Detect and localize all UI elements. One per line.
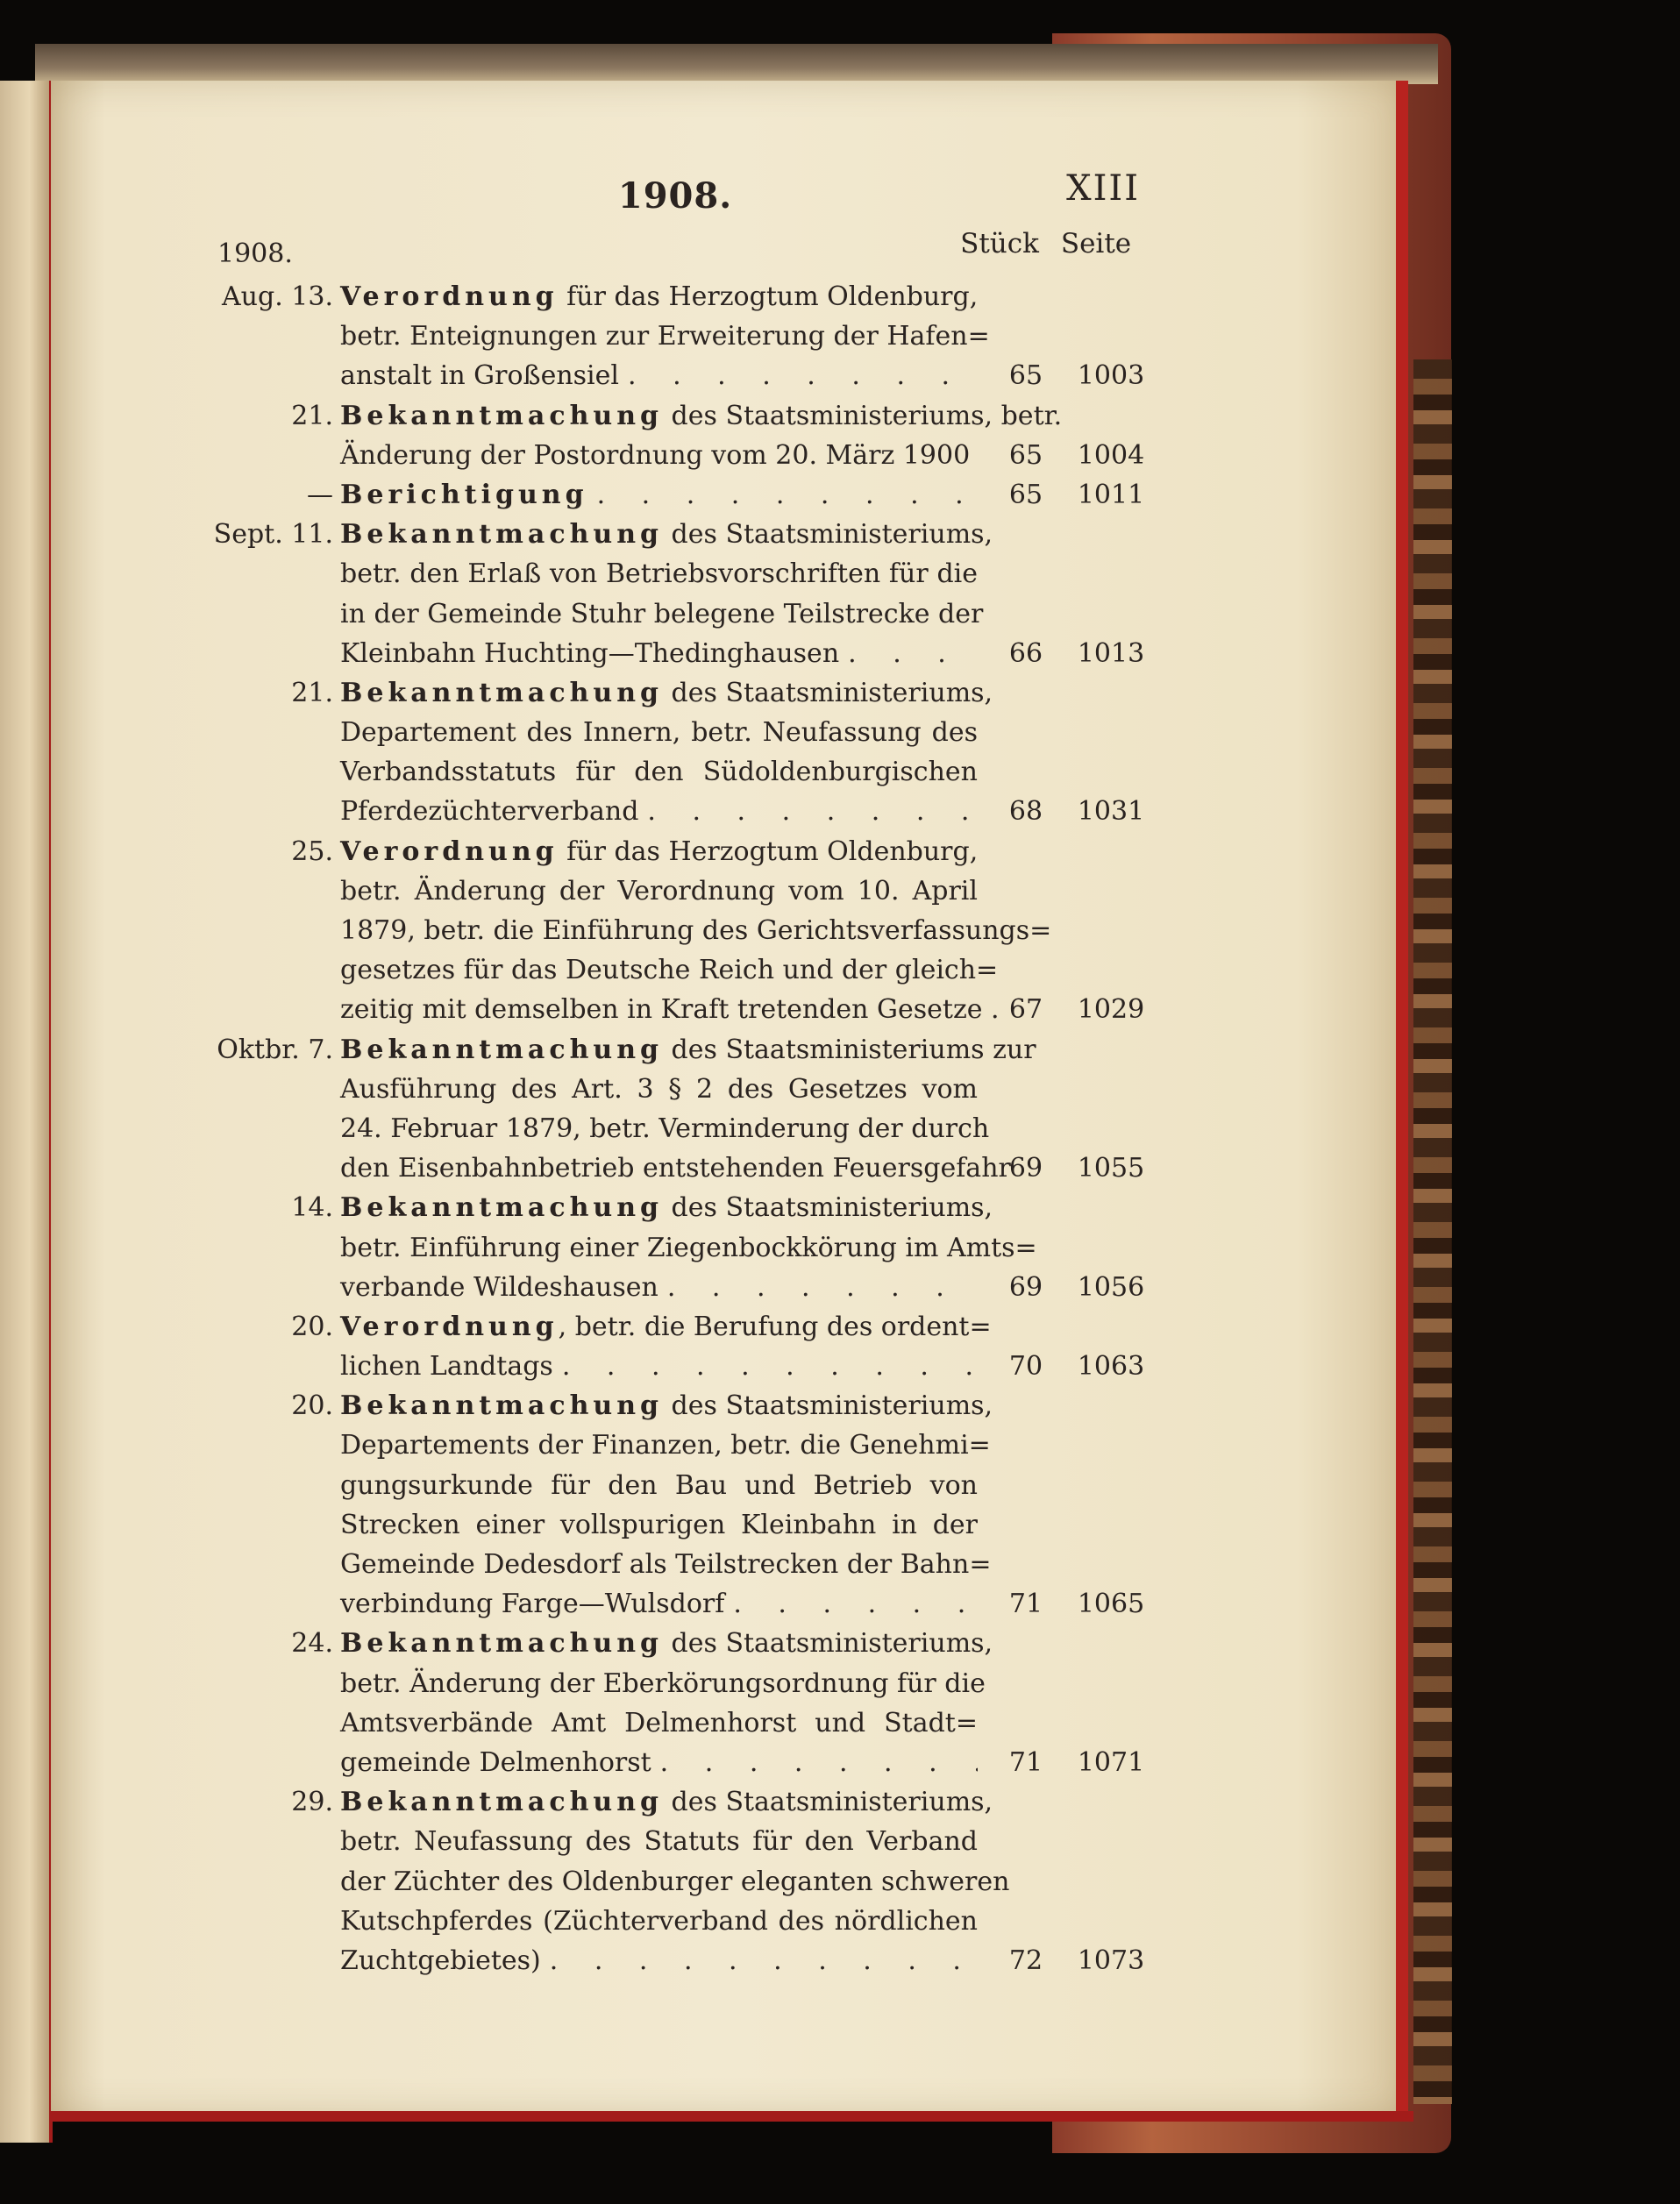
entry-date: Aug. 13. <box>222 281 333 312</box>
entry-text <box>340 1386 993 1425</box>
toc-line <box>0 277 1680 316</box>
toc-line <box>0 832 1680 871</box>
entry-text-line: Verordnung, betr. die Berufung des ordent= <box>340 1311 992 1342</box>
toc-line <box>0 1624 1680 1663</box>
toc-line <box>0 792 1680 831</box>
entry-date: 24. <box>291 1628 333 1660</box>
entry-text <box>340 515 993 554</box>
entry-text <box>340 713 978 752</box>
toc-line <box>0 1386 1680 1425</box>
entry-text-line: Pferdezüchterverband <box>340 796 639 828</box>
seite-number: 1031 <box>1077 796 1145 828</box>
entry-text <box>340 1188 993 1227</box>
stueck-number: 66 <box>1008 637 1043 669</box>
entry-text-line: verbindung Farge—Wulsdorf <box>340 1589 725 1620</box>
entry-text <box>340 1545 992 1584</box>
leader-dots <box>848 634 978 673</box>
entry-text <box>340 1624 993 1663</box>
entry-text-line: in der Gemeinde Stuhr belegene Teilstrecke der <box>340 598 984 629</box>
toc-line <box>0 1743 1680 1782</box>
entry-text-line: Bekanntmachung des Staatsministeriums, <box>340 1192 993 1224</box>
leader-dots <box>628 356 978 395</box>
entry-text-line: 1879, betr. die Einführung des Gerichtsverfassungs= <box>340 915 1052 946</box>
entry-text-line: verbande Wildeshausen <box>340 1271 658 1303</box>
entry-date: 14. <box>291 1192 333 1224</box>
entry-text <box>340 1148 1011 1188</box>
entry-text-line: lichen Landtags <box>340 1351 553 1383</box>
entry-text <box>340 1743 978 1782</box>
entry-text-line: Zuchtgebietes) <box>340 1944 541 1976</box>
entry-text <box>340 792 978 831</box>
entry-text-line: Bekanntmachung des Staatsministeriums, <box>340 1628 993 1660</box>
toc-line <box>0 713 1680 752</box>
toc-line <box>0 752 1680 792</box>
entry-text-line: 24. Februar 1879, betr. Verminderung der durch <box>340 1113 990 1144</box>
stueck-number: 68 <box>1008 796 1043 828</box>
toc-line <box>0 1902 1680 1941</box>
toc-line <box>0 436 1680 475</box>
entry-text <box>340 1822 978 1861</box>
entry-text <box>340 1584 978 1624</box>
entry-text <box>340 1307 992 1347</box>
entry-date: — <box>307 479 333 510</box>
toc-line <box>0 1466 1680 1505</box>
toc-line <box>0 1703 1680 1743</box>
stueck-number: 72 <box>1008 1944 1043 1976</box>
entry-text-line: betr. Einführung einer Ziegenbockkörung im Amts= <box>340 1232 1037 1263</box>
entry-date: 21. <box>291 400 333 431</box>
leader-dots <box>597 475 978 515</box>
entry-date: 29. <box>291 1787 333 1818</box>
seite-number: 1011 <box>1077 479 1145 510</box>
stueck-number: 65 <box>1008 479 1043 510</box>
toc-line <box>0 1782 1680 1822</box>
top-band <box>35 44 1438 84</box>
seite-number: 1029 <box>1077 994 1145 1026</box>
toc-line <box>0 396 1680 436</box>
entry-text <box>340 832 978 871</box>
entry-text-line: Amtsverbände Amt Delmenhorst und Stadt= <box>340 1707 978 1738</box>
seite-number: 1073 <box>1077 1944 1145 1976</box>
toc-line <box>0 1030 1680 1070</box>
stueck-number: 69 <box>1008 1271 1043 1303</box>
entry-text <box>340 1664 986 1703</box>
entry-text-line: Bekanntmachung des Staatsministeriums, <box>340 677 993 708</box>
entry-text-line: betr. Neufassung des Statuts für den Verband <box>340 1826 978 1858</box>
entry-text <box>340 1782 993 1822</box>
entry-text <box>340 594 984 634</box>
stueck-number: 70 <box>1008 1351 1043 1383</box>
entry-text <box>340 1425 991 1465</box>
entry-text <box>340 1268 978 1307</box>
entry-text <box>340 396 1063 436</box>
toc-line <box>0 1307 1680 1347</box>
entry-text <box>340 1030 1036 1070</box>
seite-number: 1055 <box>1077 1153 1145 1184</box>
running-head-year: 1908. <box>617 175 733 217</box>
entry-text <box>340 1347 978 1386</box>
entry-date: 25. <box>291 835 333 867</box>
entry-text-line: Bekanntmachung des Staatsministeriums zur <box>340 1034 1036 1065</box>
toc-line <box>0 1268 1680 1307</box>
entry-date: 21. <box>291 677 333 708</box>
entry-text-line: Änderung der Postordnung vom 20. März 1900 <box>340 439 971 471</box>
leader-dots <box>562 1347 978 1386</box>
toc-line <box>0 475 1680 515</box>
entry-text <box>340 1703 978 1743</box>
toc-line <box>0 911 1680 950</box>
toc-line <box>0 1347 1680 1386</box>
seite-number: 1056 <box>1077 1271 1145 1303</box>
toc-line <box>0 634 1680 673</box>
column-stueck: Stück <box>960 228 1039 260</box>
entry-text-line: betr. Änderung der Verordnung vom 10. April <box>340 875 978 906</box>
entry-date: 20. <box>291 1311 333 1342</box>
entry-text-line: Departement des Innern, betr. Neufassung des <box>340 717 978 749</box>
entry-text-line: Ausführung des Art. 3 § 2 des Gesetzes vom <box>340 1073 978 1105</box>
column-year: 1908. <box>217 238 293 269</box>
entry-text-line: Verordnung für das Herzogtum Oldenburg, <box>340 281 979 312</box>
entry-text <box>340 1941 978 1980</box>
page-bottom-edge <box>49 2111 1413 2122</box>
entry-text <box>340 475 978 515</box>
entry-text <box>340 356 978 395</box>
entry-text <box>340 1902 978 1941</box>
leader-dots <box>647 792 978 831</box>
toc-line <box>0 1109 1680 1148</box>
entry-text <box>340 1466 978 1505</box>
entry-text <box>340 554 978 594</box>
toc-line <box>0 990 1680 1029</box>
entry-text-line: der Züchter des Oldenburger eleganten schweren <box>340 1866 1010 1897</box>
entry-text-line: gemeinde Delmenhorst <box>340 1746 651 1778</box>
toc-line <box>0 1505 1680 1545</box>
entry-text <box>340 1505 978 1545</box>
toc-line <box>0 1862 1680 1902</box>
toc-line <box>0 1425 1680 1465</box>
entry-text <box>340 752 978 792</box>
seite-number: 1004 <box>1077 439 1145 471</box>
entry-text-line: gesetzes für das Deutsche Reich und der gleich= <box>340 955 999 986</box>
toc-line <box>0 316 1680 356</box>
toc-entries <box>0 277 1680 1980</box>
entry-text-line: Bekanntmachung des Staatsministeriums, <box>340 519 993 551</box>
entry-text <box>340 1228 1037 1268</box>
stueck-number: 65 <box>1008 360 1043 392</box>
entry-text-line: gungsurkunde für den Bau und Betrieb von <box>340 1469 978 1501</box>
entry-text-line: Bekanntmachung des Staatsministeriums, betr. <box>340 400 1063 431</box>
entry-text <box>340 634 978 673</box>
entry-text <box>340 1109 990 1148</box>
entry-text <box>340 950 999 990</box>
entry-text <box>340 871 978 911</box>
entry-text-line: Berichtigung <box>340 479 588 510</box>
toc-line <box>0 554 1680 594</box>
entry-text-line: Strecken einer vollspurigen Kleinbahn in der <box>340 1509 978 1540</box>
entry-text <box>340 911 1052 950</box>
toc-line <box>0 356 1680 395</box>
toc-line <box>0 1822 1680 1861</box>
stueck-number: 69 <box>1008 1153 1043 1184</box>
entry-text-line: Bekanntmachung des Staatsministeriums, <box>340 1787 993 1818</box>
entry-text-line: betr. Änderung der Eberkörungsordnung für die <box>340 1667 986 1699</box>
entry-text <box>340 1862 1010 1902</box>
seite-number: 1065 <box>1077 1589 1145 1620</box>
toc-line <box>0 1228 1680 1268</box>
entry-text-line: zeitig mit demselben in Kraft tretenden Gesetze . <box>340 994 1000 1026</box>
toc-line <box>0 1148 1680 1188</box>
toc-line <box>0 594 1680 634</box>
entry-text-line: betr. den Erlaß von Betriebsvorschriften für die <box>340 558 978 590</box>
entry-text-line: Gemeinde Dedesdorf als Teilstrecken der Bahn= <box>340 1549 992 1580</box>
leader-dots <box>733 1584 978 1624</box>
entry-text-line: Kleinbahn Huchting—Thedinghausen <box>340 637 840 669</box>
stueck-number: 67 <box>1008 994 1043 1026</box>
entry-text-line: Bekanntmachung des Staatsministeriums, <box>340 1390 993 1422</box>
entry-text-line: betr. Enteignungen zur Erweiterung der Hafen= <box>340 321 990 352</box>
page-number: XIII <box>1066 168 1140 209</box>
toc-line <box>0 1188 1680 1227</box>
entry-text <box>340 316 990 356</box>
leader-dots <box>550 1941 978 1980</box>
toc-line <box>0 515 1680 554</box>
entry-text <box>340 277 978 316</box>
entry-text <box>340 1070 978 1109</box>
toc-line <box>0 950 1680 990</box>
entry-text-line: den Eisenbahnbetrieb entstehenden Feuersgefahr <box>340 1153 1011 1184</box>
seite-number: 1013 <box>1077 637 1145 669</box>
leader-dots <box>667 1268 978 1307</box>
entry-text-line: Verordnung für das Herzogtum Oldenburg, <box>340 835 979 867</box>
stueck-number: 71 <box>1008 1746 1043 1778</box>
column-seite: Seite <box>1060 228 1132 260</box>
toc-line <box>0 1584 1680 1624</box>
seite-number: 1003 <box>1077 360 1145 392</box>
entry-text <box>340 436 978 475</box>
entry-date: Sept. 11. <box>213 519 333 551</box>
toc-line <box>0 1664 1680 1703</box>
entry-text-line: Verbandsstatuts für den Südoldenburgischen <box>340 757 978 788</box>
toc-line <box>0 673 1680 713</box>
entry-text-line: Departements der Finanzen, betr. die Genehmi= <box>340 1430 991 1461</box>
leader-dots <box>660 1743 978 1782</box>
toc-line <box>0 1070 1680 1109</box>
entry-date: Oktbr. 7. <box>217 1034 333 1065</box>
entry-text-line: anstalt in Großensiel <box>340 360 620 392</box>
seite-number: 1071 <box>1077 1746 1145 1778</box>
entry-date: 20. <box>291 1390 333 1422</box>
toc-line <box>0 871 1680 911</box>
entry-text <box>340 990 1000 1029</box>
seite-number: 1063 <box>1077 1351 1145 1383</box>
entry-text <box>340 673 993 713</box>
toc-line <box>0 1545 1680 1584</box>
stueck-number: 71 <box>1008 1589 1043 1620</box>
entry-text-line: Kutschpferdes (Züchterverband des nördlichen <box>340 1905 978 1937</box>
stueck-number: 65 <box>1008 439 1043 471</box>
toc-line <box>0 1941 1680 1980</box>
